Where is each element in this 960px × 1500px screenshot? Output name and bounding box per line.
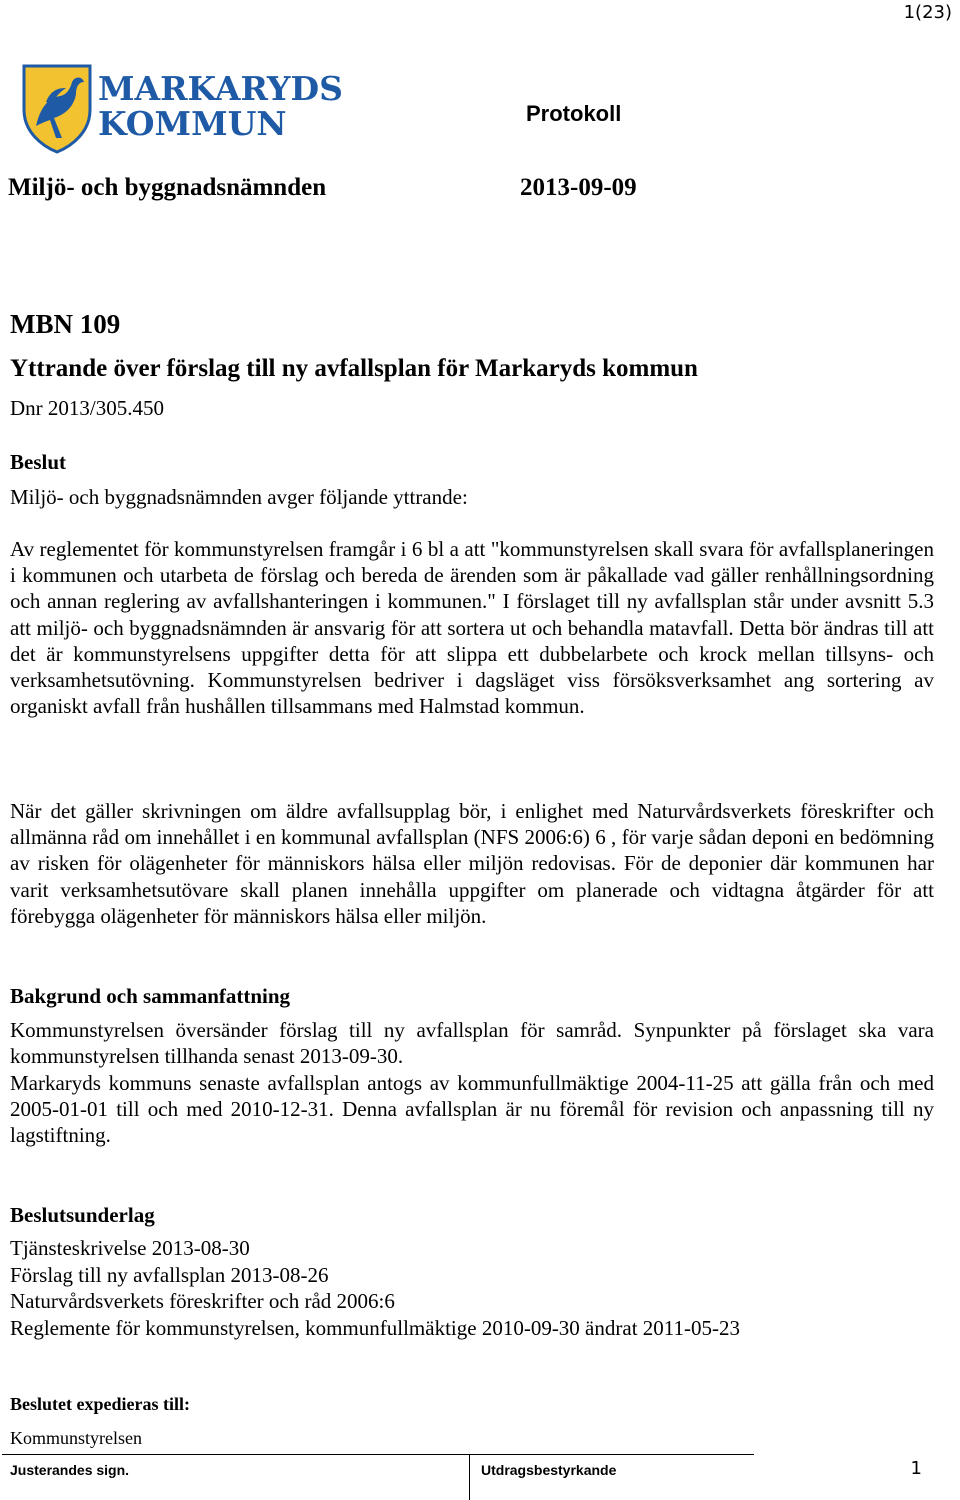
background-paragraph-2: Markaryds kommuns senaste avfallsplan antogs av kommunfullmäktige 2004-11-25 att gälla från och med 2005-01-01 till och med 2010-12-31. Denna avfallsplan är nu föremål för revision och anpassning till ny lagstiftning. <box>10 1071 934 1148</box>
basis-item: Förslag till ny avfallsplan 2013-08-26 <box>10 1263 329 1287</box>
decision-paragraph-1: Av reglementet för kommunstyrelsen framgår i 6 bl a att "kommunstyrelsen skall svara för avfallsplaneringen i kommunen och utarbeta de förslag och bereda de ärenden som är påkallade vad gäller renhållningsordning och annan reglering av avfallshanteringen i kommunen." I förslaget till ny avfallsplan står under avsnitt 5.3 att miljö- och byggnadsnämnden är ansvarig för att sortera ut och behandla matavfall. Detta bör ändras till att det är kommunstyrelsens uppgifter detta för att slippa ett dubbelarbete och krock mellan tillsyns- och verksamhetsutövning. Kommunstyrelsen bedriver i dagsläget viss försöksverksamhet ang sortering av organiskt avfall från hushållen tillsammans med Halmstad kommun. <box>10 537 934 719</box>
decision-intro: Miljö- och byggnadsnämnden avger följande yttrande: <box>10 485 468 509</box>
basis-item: Reglemente för kommunstyrelsen, kommunfullmäktige 2010-09-30 ändrat 2011-05-23 <box>10 1316 740 1340</box>
meeting-date: 2013-09-09 <box>520 174 637 201</box>
basis-item: Tjänsteskrivelse 2013-08-30 <box>10 1236 250 1260</box>
svg-text:KOMMUN: KOMMUN <box>98 104 287 143</box>
case-number: Dnr 2013/305.450 <box>10 396 164 420</box>
decision-heading: Beslut <box>10 450 67 474</box>
item-title: Yttrande över förslag till ny avfallsplan för Markaryds kommun <box>10 355 698 382</box>
footer-page-number: 1 <box>910 1458 922 1479</box>
footer-divider <box>2 1454 754 1455</box>
svg-text:MARKARYDS: MARKARYDS <box>98 69 343 108</box>
extract-label: Utdragsbestyrkande <box>481 1462 617 1478</box>
recipient: Kommunstyrelsen <box>10 1428 142 1448</box>
committee-name: Miljö- och byggnadsnämnden <box>8 174 327 201</box>
signature-label: Justerandes sign. <box>10 1462 130 1478</box>
footer-column-divider <box>469 1455 470 1500</box>
paragraph-number: MBN 109 <box>10 309 121 339</box>
municipality-logo <box>22 62 343 154</box>
background-paragraph-1: Kommunstyrelsen översänder förslag till ny avfallsplan för samråd. Synpunkter på förslaget ska vara kommunstyrelsen tillhanda senast 2013-09-30. <box>10 1018 934 1069</box>
page-counter: 1(23) <box>903 2 952 23</box>
basis-item: Naturvårdsverkets föreskrifter och råd 2006:6 <box>10 1289 395 1313</box>
basis-heading: Beslutsunderlag <box>10 1203 155 1227</box>
decision-paragraph-2: När det gäller skrivningen om äldre avfallsupplag bör, i enlighet med Naturvårdsverkets föreskrifter och allmänna råd om innehållet i en kommunal avfallsplan (NFS 2006:6) 6 , för varje sådan deponi en bedömning av risken för olägenheter för människors hälsa eller miljön redovisas. För de deponier där kommunen har varit verksamhetsutövare skall planen innehålla uppgifter om planerade och vidtagna åtgärder för att förebygga olägenheter för människors hälsa eller miljön. <box>10 799 934 928</box>
sent-to-heading: Beslutet expedieras till: <box>10 1394 190 1414</box>
document-type: Protokoll <box>526 101 622 126</box>
crane-bird-shield-icon <box>22 62 343 154</box>
background-heading: Bakgrund och sammanfattning <box>10 984 291 1008</box>
